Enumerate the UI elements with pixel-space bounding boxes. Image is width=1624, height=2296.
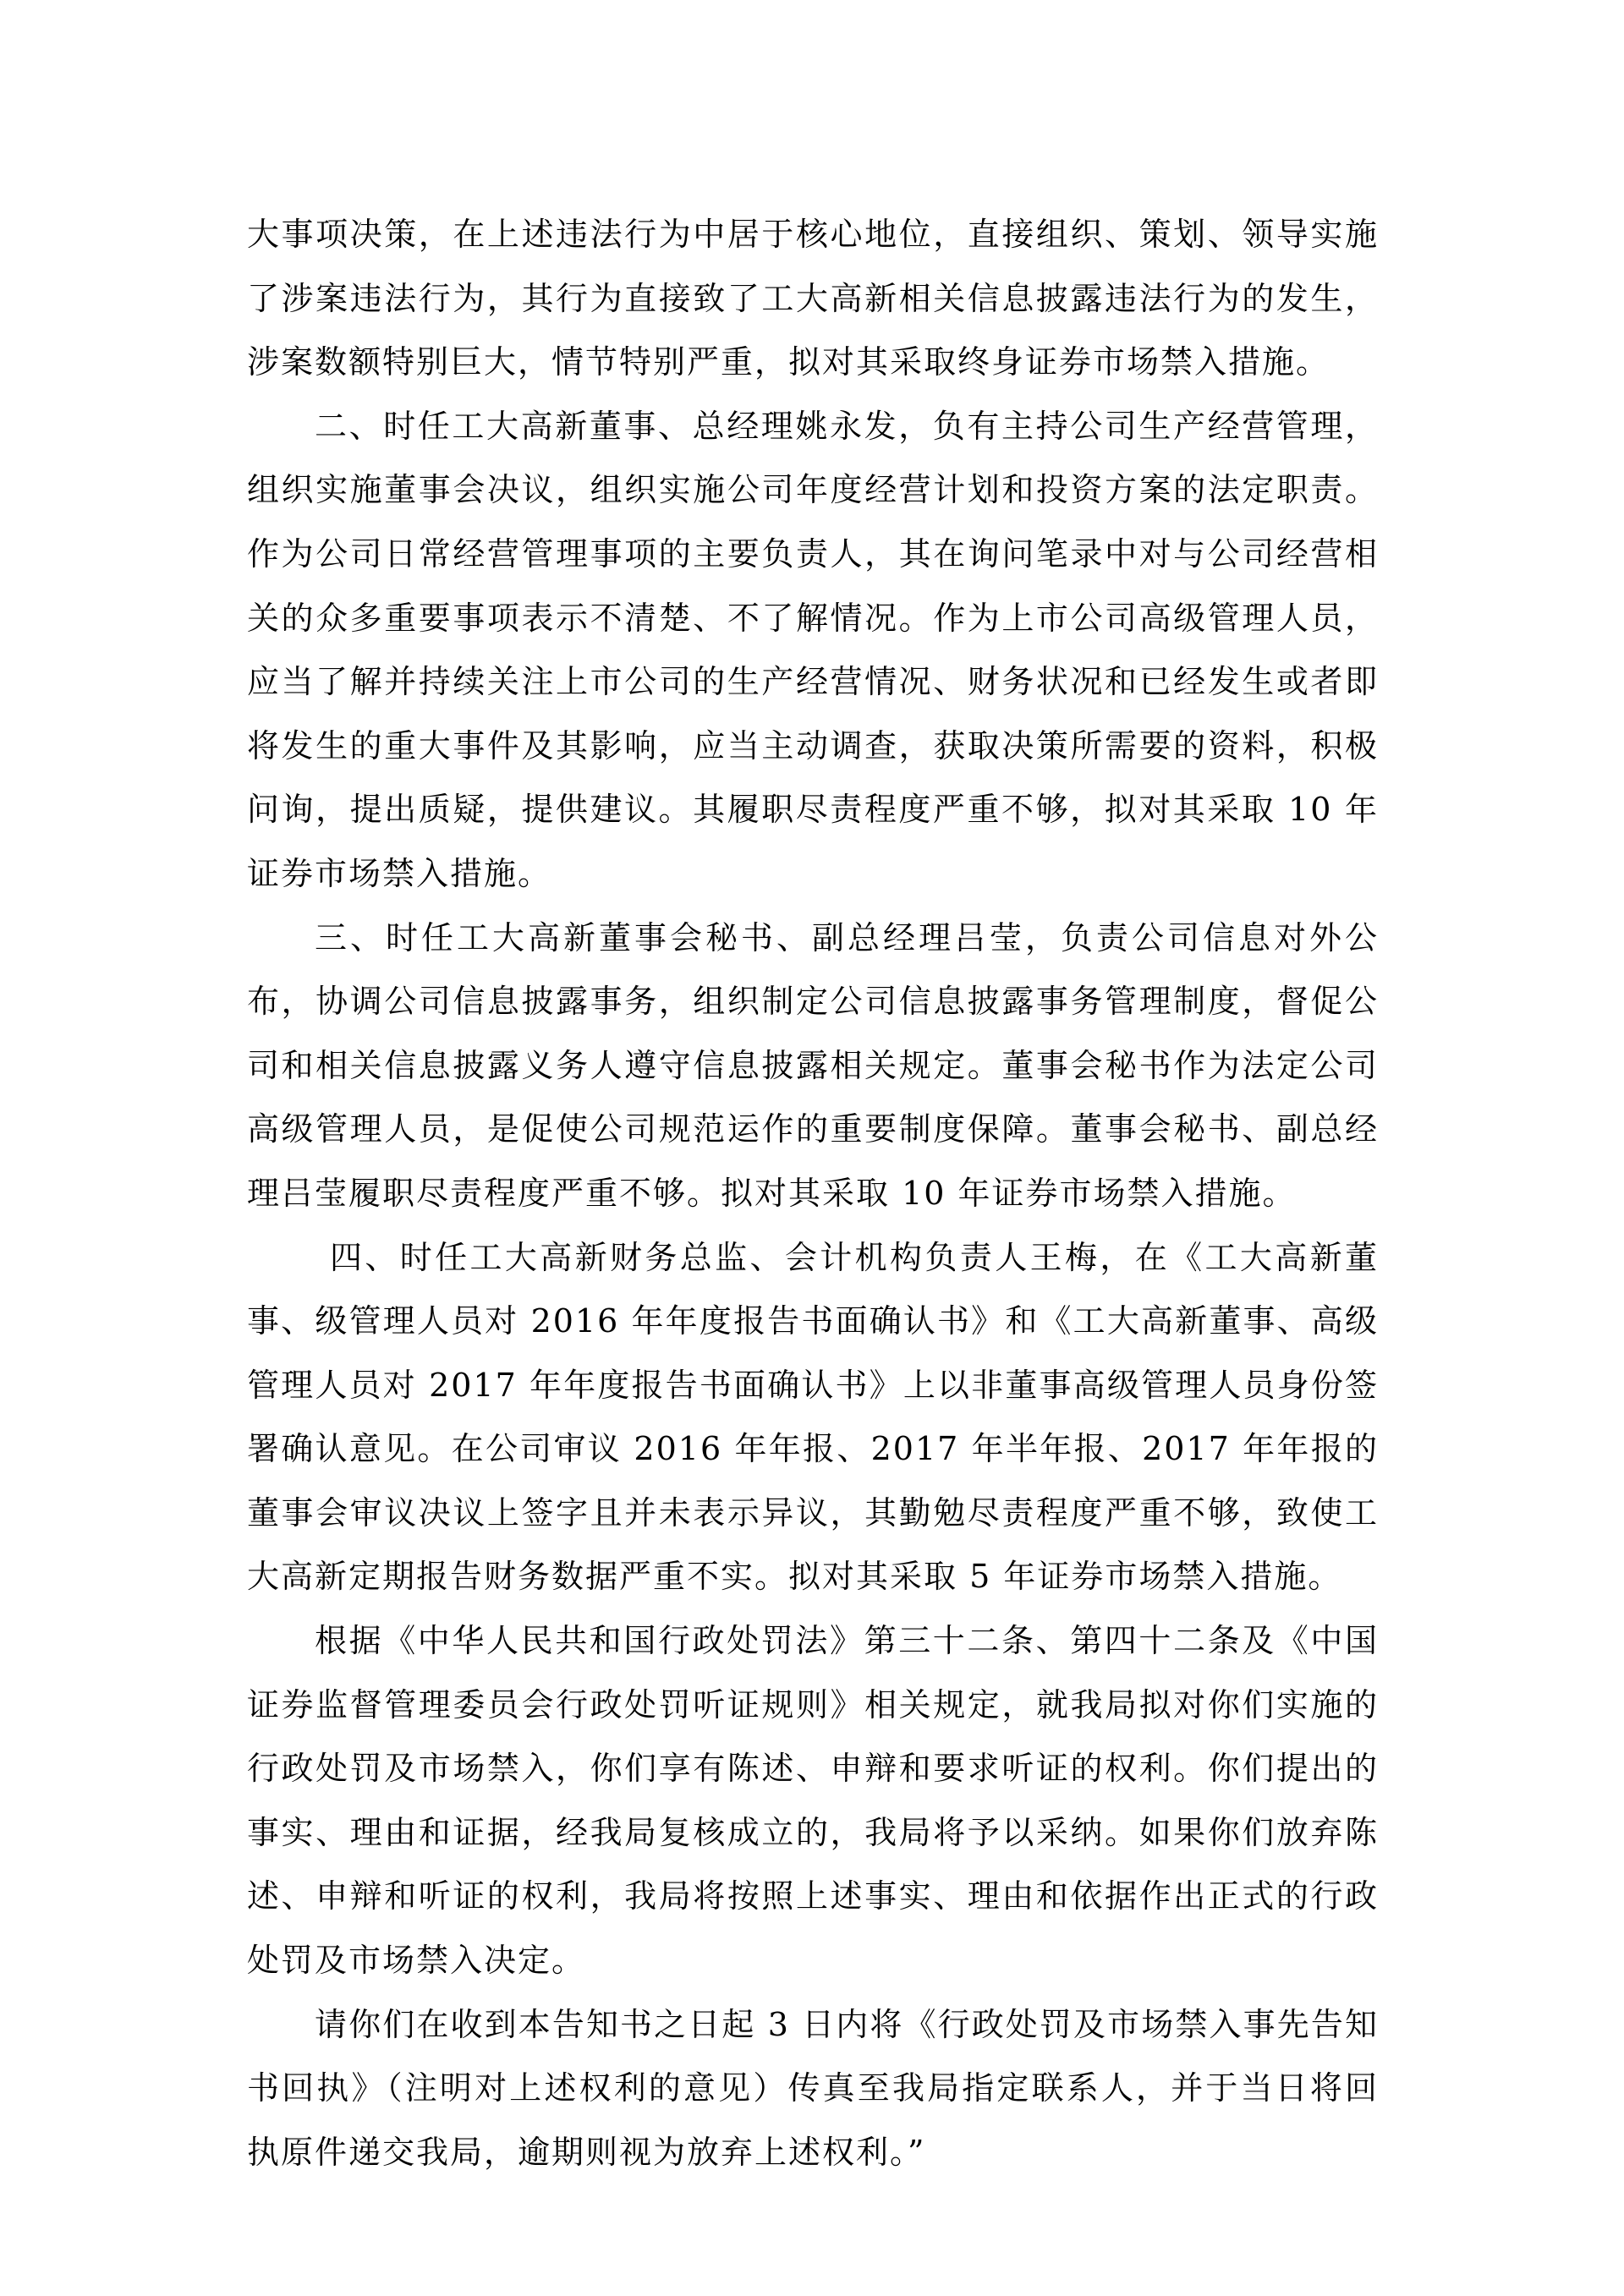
paragraph-continuation: 大事项决策，在上述违法行为中居于核心地位，直接组织、策划、领导实施了涉案违法行为，其行为直接致了工大高新相关信息披露违法行为的发生，涉案数额特别巨大，情节特别严重，拟对其采取终身证券市场禁入措施。 <box>247 216 1379 381</box>
paragraph-legal-basis: 根据《中华人民共和国行政处罚法》第三十二条、第四十二条及《中国证券监督管理委员会行政处罚听证规则》相关规定，就我局拟对你们实施的行政处罚及市场禁入，你们享有陈述、申辩和要求听证的权利。你们提出的事实、理由和证据，经我局复核成立的，我局将予以采纳。如果你们放弃陈述、申辩和听证的权利，我局将按照上述事实、理由和依据作出正式的行政处罚及市场禁入决定。 <box>247 1622 1379 1980</box>
paragraph-item-3-lv-ying: 三、时任工大高新董事会秘书、副总经理吕莹，负责公司信息对外公布，协调公司信息披露事务，组织制定公司信息披露事务管理制度，督促公司和相关信息披露义务人遵守信息披露相关规定。董事会秘书作为法定公司高级管理人员，是促使公司规范运作的重要制度保障。董事会秘书、副总经理吕莹履职尽责程度严重不够。拟对其采取 10 年证券市场禁入措施。 <box>247 918 1379 1212</box>
document-page <box>247 203 1379 2184</box>
paragraph-reply-instructions: 请你们在收到本告知书之日起 3 日内将《行政处罚及市场禁入事先告知书回执》（注明对上述权利的意见）传真至我局指定联系人，并于当日将回执原件递交我局，逾期则视为放弃上述权利。” <box>247 2005 1379 2171</box>
paragraph-item-4-wang-mei: 四、时任工大高新财务总监、会计机构负责人王梅，在《工大高新董事、级管理人员对 2016 年年度报告书面确认书》和《工大高新董事、高级管理人员对 2017 年年度报告书面确认书》上以非董事高级管理人员身份签署确认意见。在公司审议 2016 年年报、2017 年半年报、2017 年年报的董事会审议决议上签字且并未表示异议，其勤勉尽责程度严重不够，致使工大高新定期报告财务数据严重不实。拟对其采取 5 年证券市场禁入措施。 <box>247 1238 1379 1596</box>
paragraph-item-2-yao-yongfa: 二、时任工大高新董事、总经理姚永发，负有主持公司生产经营管理，组织实施董事会决议，组织实施公司年度经营计划和投资方案的法定职责。作为公司日常经营管理事项的主要负责人，其在询问笔录中对与公司经营相关的众多重要事项表示不清楚、不了解情况。作为上市公司高级管理人员，应当了解并持续关注上市公司的生产经营情况、财务状况和已经发生或者即将发生的重大事件及其影响，应当主动调查，获取决策所需要的资料，积极问询，提出质疑，提供建议。其履职尽责程度严重不够，拟对其采取 10 年证券市场禁入措施。 <box>247 407 1379 892</box>
